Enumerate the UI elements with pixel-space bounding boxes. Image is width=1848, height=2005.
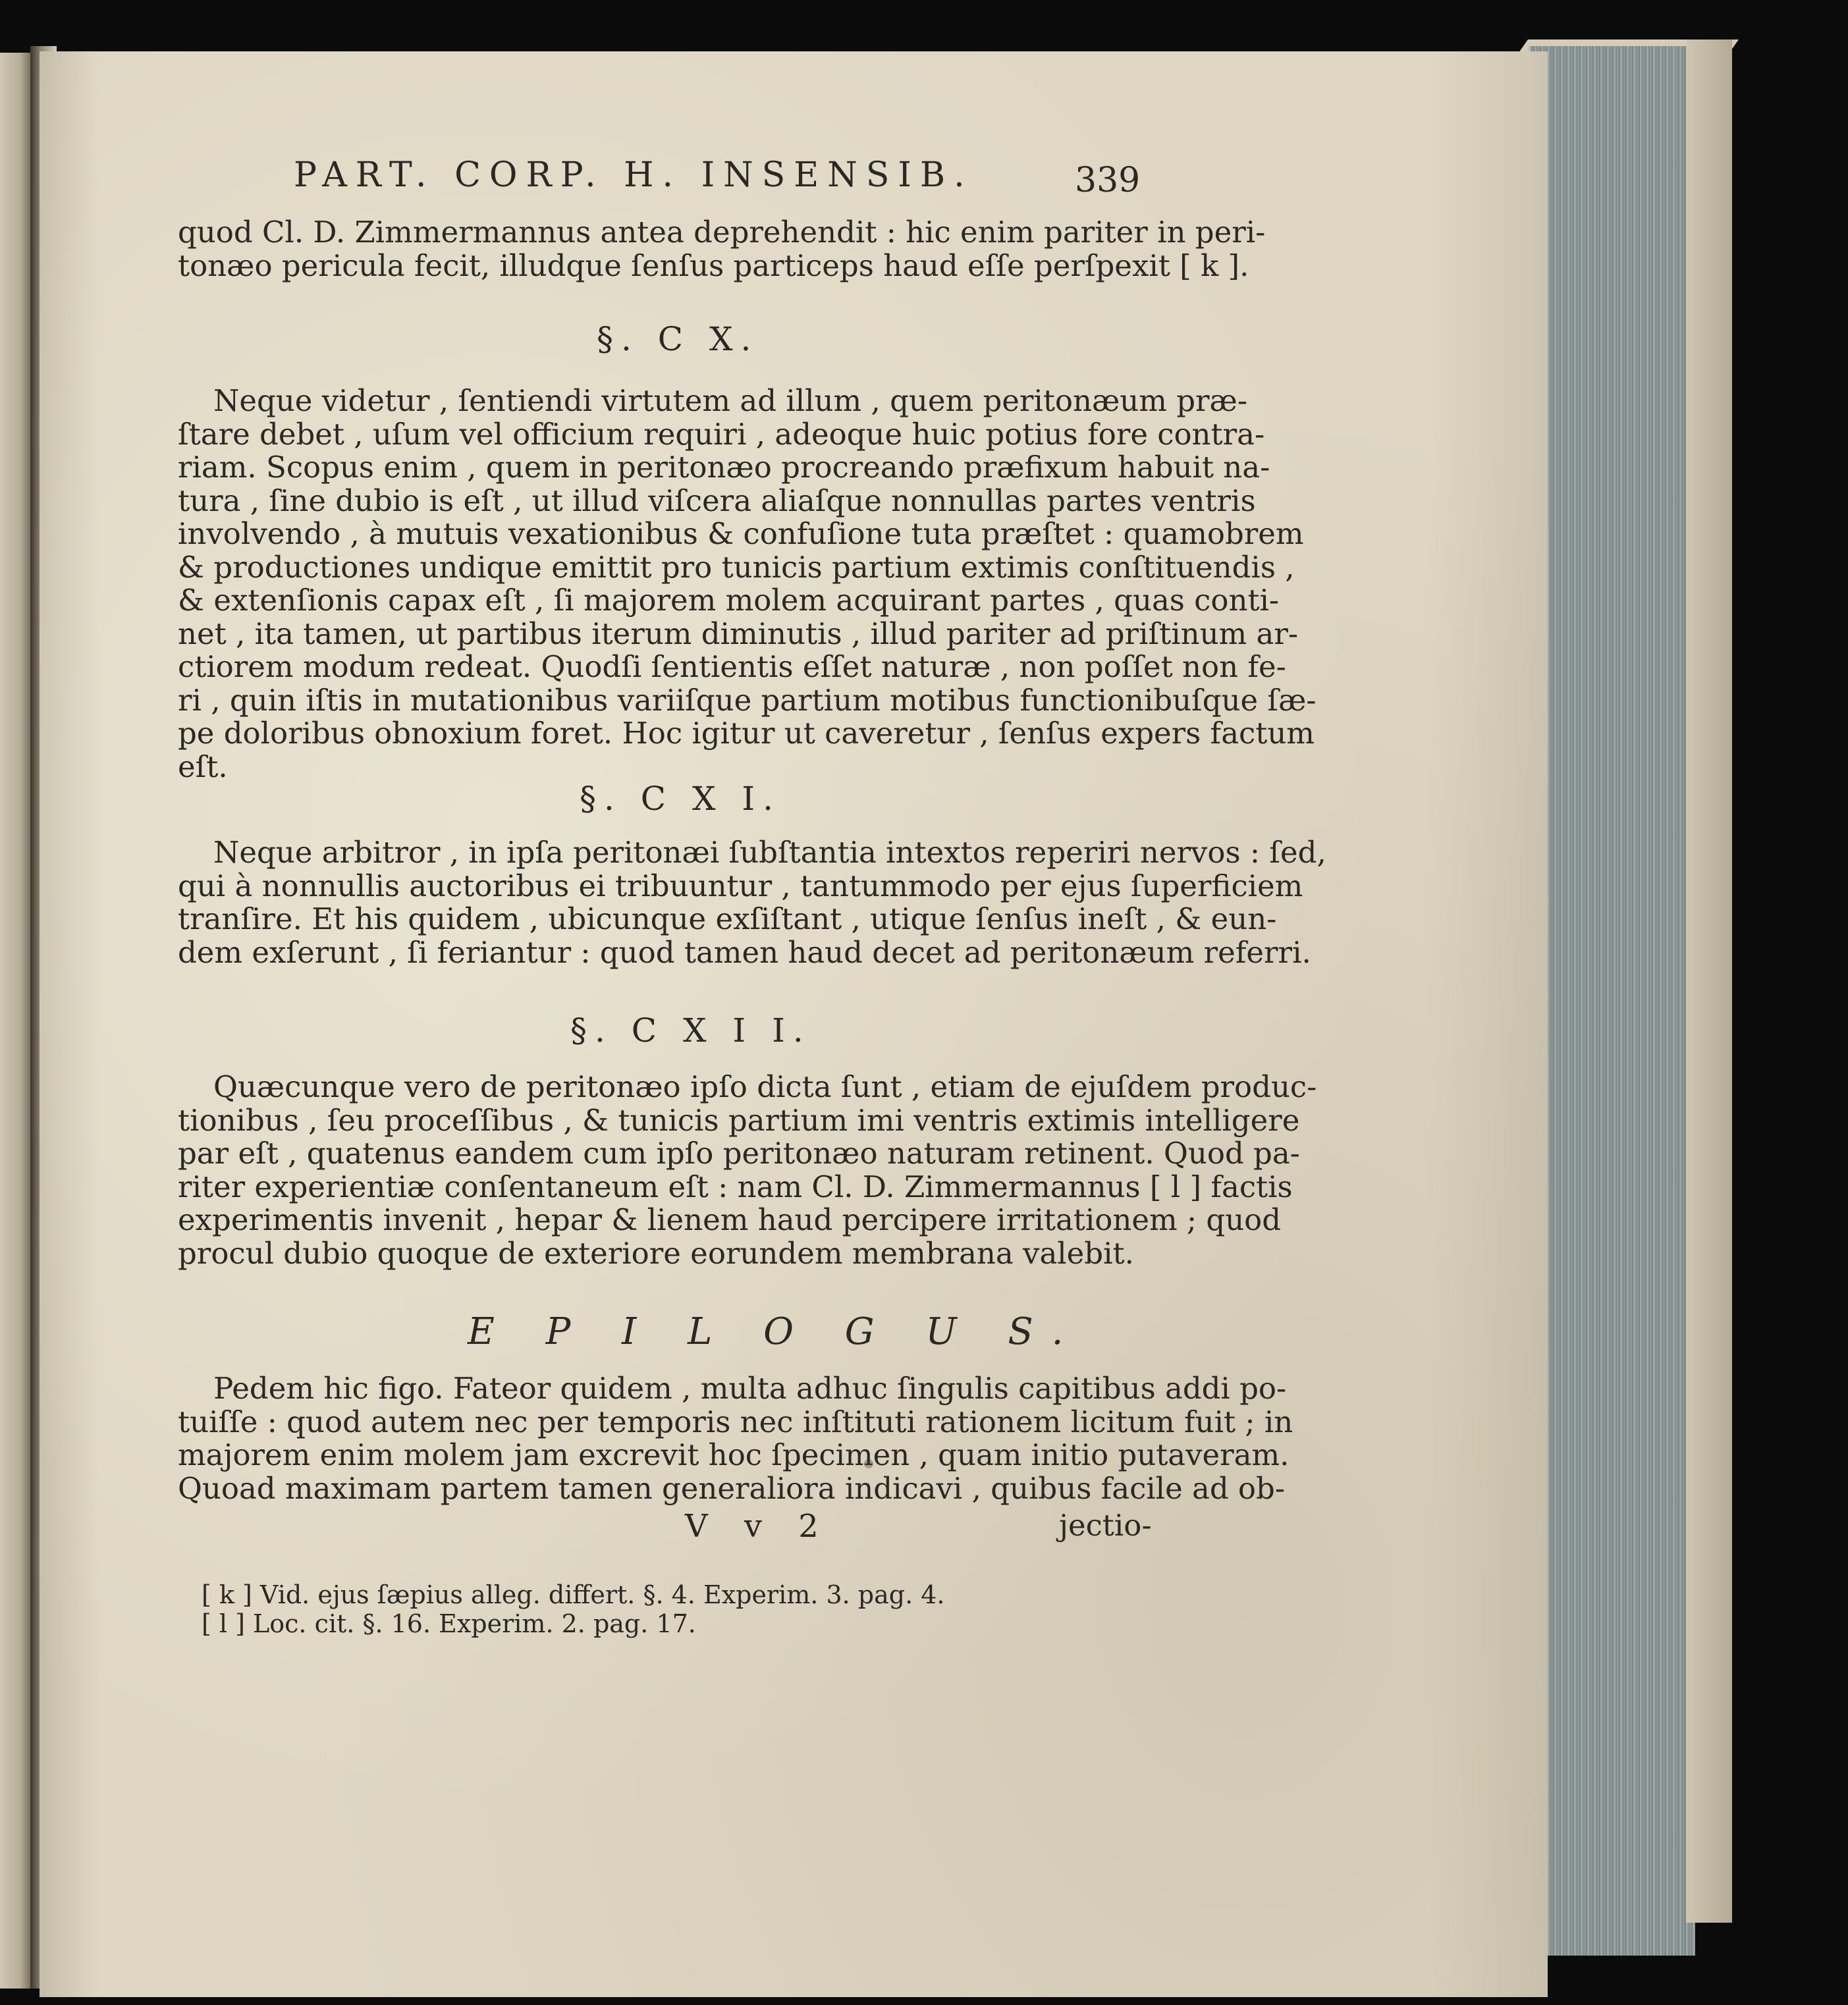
text-line: Neque videtur , ſentiendi virtutem ad illum , quem peritonæum præ-: [213, 383, 1248, 418]
text-line: par eſt , quatenus eandem cum ipſo peritonæo naturam retinent. Quod pa-: [178, 1136, 1300, 1171]
text-line: eſt.: [178, 749, 228, 784]
page-number: 339: [1075, 161, 1141, 200]
text-line: involvendo , à mutuis vexationibus & confuſione tuta præſtet : quamobrem: [178, 516, 1304, 551]
text-line: pe doloribus obnoxium foret. Hoc igitur ut caveretur , ſenſus expers factum: [178, 716, 1315, 751]
text-line: Neque arbitror , in ipſa peritonæi ſubſtantia intextos reperiri nervos : ſed,: [213, 835, 1326, 870]
text-line: tura , ſine dubio is eſt , ut illud viſcera aliaſque nonnullas partes ventris: [178, 483, 1256, 518]
epilogue-heading: E P I L O G U S.: [468, 1310, 1083, 1353]
text-line: & productiones undique emittit pro tunicis partium extimis conſtituendis ,: [178, 549, 1295, 585]
section-cxi-paragraph: [178, 836, 1326, 969]
left-page-edge: [0, 53, 33, 1989]
fore-edge-stack: [1528, 46, 1695, 1956]
text-line: tonæo pericula fecit, illudque ſenſus particeps haud eſſe perſpexit [ k ].: [178, 248, 1249, 283]
text-line: tionibus , ſeu proceſſibus , & tunicis partium imi ventris extimis intelligere: [178, 1102, 1300, 1138]
section-cxii-paragraph: [178, 1071, 1317, 1270]
section-cx-paragraph: [178, 385, 1317, 784]
text-line: experimentis invenit , hepar & lienem haud percipere irritationem ; quod: [178, 1202, 1282, 1237]
text-line: dem exſerunt , ſi feriantur : quod tamen haud decet ad peritonæum referri.: [178, 934, 1311, 970]
section-heading-cx: §. C X.: [597, 320, 759, 358]
text-line: riam. Scopus enim , quem in peritonæo procreando præfixum habuit na-: [178, 450, 1270, 485]
text-line: Quæcunque vero de peritonæo ipſo dicta ſunt , etiam de ejuſdem produc-: [213, 1069, 1317, 1104]
epilogue-paragraph: [178, 1372, 1293, 1505]
signature-mark: V v 2: [685, 1508, 832, 1545]
text-line: ctiorem modum redeat. Quodſi ſentientis eſſet naturæ , non poſſet non fe-: [178, 649, 1286, 684]
section-heading-cxi: §. C X I.: [580, 780, 782, 818]
footnotes: [202, 1580, 945, 1638]
text-line: & extenſionis capax eſt , ſi majorem molem acquirant partes , quas conti-: [178, 583, 1280, 618]
text-line: qui à nonnullis auctoribus ei tribuuntur , tantummodo per ejus ſuperficiem: [178, 868, 1303, 903]
text-line: Pedem hic figo. Fateor quidem , multa adhuc ſingulis capitibus addi po-: [213, 1371, 1287, 1406]
text-line: Quoad maximam partem tamen generaliora indicavi , quibus facile ad ob-: [178, 1470, 1286, 1506]
intro-paragraph: [178, 216, 1265, 282]
catchword: jectio-: [1059, 1508, 1152, 1543]
section-heading-cxii: §. C X I I.: [570, 1011, 811, 1050]
text-line: ri , quin iſtis in mutationibus variiſque partium motibus functionibuſque ſæ-: [178, 682, 1317, 718]
text-line: tuiſſe : quod autem nec per temporis nec inſtituti rationem licitum fuit ; in: [178, 1404, 1293, 1439]
text-line: procul dubio quoque de exteriore eorundem membrana valebit.: [178, 1235, 1134, 1271]
text-line: ſtare debet , uſum vel officium requiri , adeoque huic potius fore contra-: [178, 416, 1265, 452]
text-line: tranſire. Et his quidem , ubicunque exſiſtant , utique ſenſus ineſt , & eun-: [178, 901, 1277, 936]
text-line: majorem enim molem jam excrevit hoc ſpecimen , quam initio putaveram.: [178, 1437, 1290, 1472]
book-cover-edge: [1686, 40, 1732, 1923]
text-line: quod Cl. D. Zimmermannus antea deprehendit : hic enim pariter in peri-: [178, 215, 1266, 250]
page-blemish: [864, 1459, 873, 1468]
text-line: net , ita tamen, ut partibus iterum diminutis , illud pariter ad priſtinum ar-: [178, 616, 1299, 651]
running-head: PART. CORP. H. INSENSIB.: [294, 155, 973, 195]
footnote: [ l ] Loc. cit. §. 16. Experim. 2. pag. 17.: [202, 1609, 696, 1638]
text-line: riter experientiæ conſentaneum eſt : nam Cl. D. Zimmermannus [ l ] factis: [178, 1169, 1293, 1204]
footnote: [ k ] Vid. ejus ſæpius alleg. differt. §. 4. Experim. 3. pag. 4.: [202, 1580, 945, 1609]
